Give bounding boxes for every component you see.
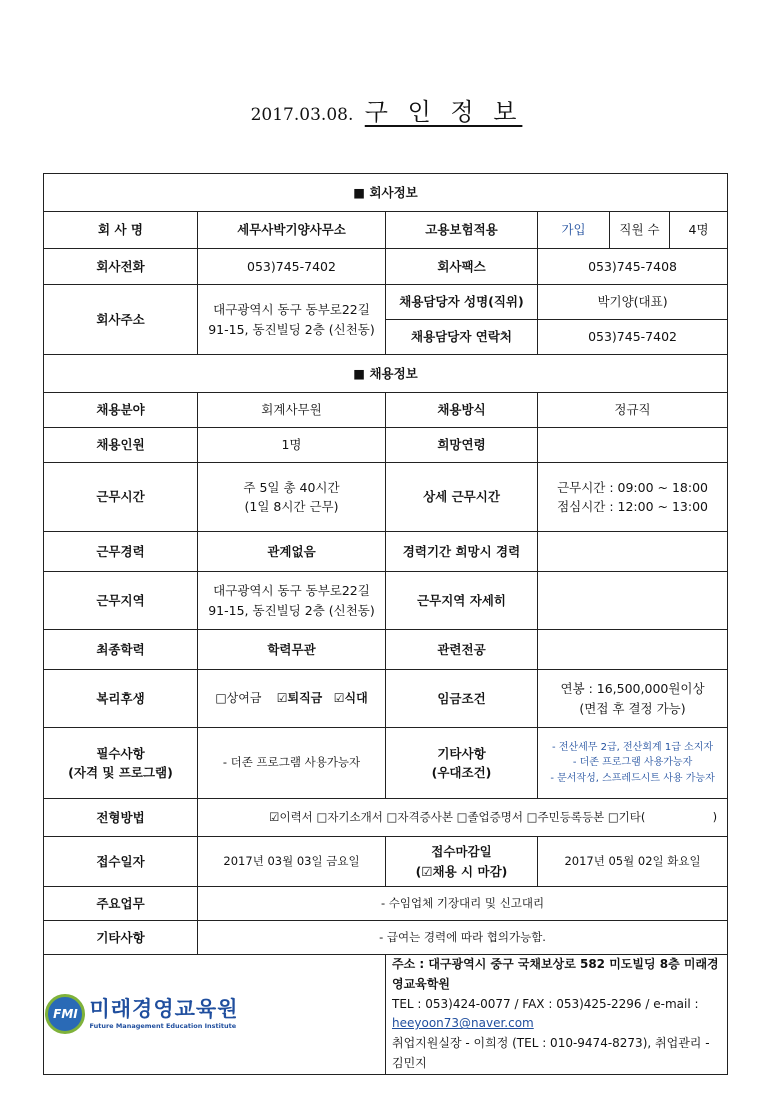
address-value <box>198 285 386 355</box>
contact-label: 채용담당자 연락처 <box>386 320 538 355</box>
field-value: 회계사무원 <box>198 393 386 428</box>
etc-label: 기타사항 <box>44 921 198 955</box>
salary-line-2: (면접 후 결정 가능) <box>579 700 686 716</box>
company-section-title: ■ 회사정보 <box>44 174 728 212</box>
fax-value: 053)745-7408 <box>538 249 728 285</box>
required-label <box>44 728 198 799</box>
required-label-line-1: 필수사항 <box>96 745 145 761</box>
hours-label: 근무시간 <box>44 463 198 532</box>
salary-value <box>538 670 728 728</box>
welfare-meal-checkbox: ☑식대 <box>333 691 368 706</box>
institute-logo <box>44 955 386 1075</box>
preferred-item: - 더존 프로그램 사용가능자 <box>572 757 693 769</box>
count-label: 채용인원 <box>44 428 198 463</box>
deadline-label <box>386 837 538 887</box>
title-main: 구 인 정 보 <box>364 98 523 126</box>
fax-label: 회사팩스 <box>386 249 538 285</box>
manager-label: 채용담당자 성명(직위) <box>386 285 538 320</box>
address-line-1: 대구광역시 동구 동부로22길 <box>213 302 370 318</box>
insurance-value: 가입 <box>538 212 610 249</box>
page-title <box>0 92 773 127</box>
duties-label: 주요업무 <box>44 887 198 921</box>
company-name: 세무사박기양사무소 <box>198 212 386 249</box>
age-value <box>538 428 728 463</box>
method-label: 채용방식 <box>386 393 538 428</box>
received-label: 접수일자 <box>44 837 198 887</box>
required-value: - 더존 프로그램 사용가능자 <box>198 728 386 799</box>
major-label: 관련전공 <box>386 630 538 670</box>
count-value: 1명 <box>198 428 386 463</box>
location-label: 근무지역 <box>44 572 198 630</box>
logo-mark-icon: FMI <box>45 994 85 1034</box>
footer-info <box>386 955 728 1075</box>
location-value <box>198 572 386 630</box>
location-detail-label: 근무지역 자세히 <box>386 572 538 630</box>
deadline-label-line-2: (☑채용 시 마감) <box>415 863 508 879</box>
welfare-value <box>198 670 386 728</box>
screening-docs: ☑이력서 □자기소개서 □자격증사본 □졸업증명서 □주민등록등본 □기타( <box>269 809 646 824</box>
preferred-label <box>386 728 538 799</box>
required-label-line-2: (자격 및 프로그램) <box>68 765 173 780</box>
location-line-2: 91-15, 동진빌딩 2층 (신천동) <box>208 602 375 618</box>
welfare-label: 복리후생 <box>44 670 198 728</box>
footer-contact-text: TEL : 053)424-0077 / FAX : 053)425-2296 / e-mail : <box>392 996 699 1011</box>
staff-value: 4명 <box>670 212 728 249</box>
manager-value: 박기양(대표) <box>538 285 728 320</box>
age-label: 희망연령 <box>386 428 538 463</box>
preferred-value <box>538 728 728 799</box>
date: 2017.03.08. <box>250 105 354 125</box>
preferred-label-line-1: 기타사항 <box>437 745 486 761</box>
welfare-bonus-checkbox: □상여금 <box>215 691 262 706</box>
phone-label: 회사전화 <box>44 249 198 285</box>
welfare-severance-checkbox: ☑퇴직금 <box>276 691 323 706</box>
logo-english: Future Management Education Institute <box>89 1021 237 1030</box>
recruit-section-title: ■ 채용정보 <box>44 355 728 393</box>
footer-address: 주소 : 대구광역시 중구 국채보상로 582 미도빌딩 8층 미래경영교육학원 <box>392 957 719 991</box>
address-label: 회사주소 <box>44 285 198 355</box>
major-value <box>538 630 728 670</box>
location-line-1: 대구광역시 동구 동부로22길 <box>213 583 370 599</box>
screening-close: ) <box>712 809 718 824</box>
hours-line-2: (1일 8시간 근무) <box>244 499 339 514</box>
hours-line-1: 주 5일 총 40시간 <box>243 479 340 495</box>
footer-staff: 취업지원실장 - 이희정 (TEL : 010-9474-8273), 취업관리 - 김민지 <box>392 1036 710 1070</box>
field-label: 채용분야 <box>44 393 198 428</box>
hours-value <box>198 463 386 532</box>
footer-contact <box>392 995 723 1035</box>
address-line-2: 91-15, 동진빌딩 2층 (신천동) <box>208 321 375 337</box>
career-period-value <box>538 532 728 572</box>
detail-hours-line-2: 점심시간 : 12:00 ~ 13:00 <box>557 499 708 514</box>
salary-label: 임금조건 <box>386 670 538 728</box>
duties-value: - 수임업체 기장대리 및 신고대리 <box>198 887 728 921</box>
logo-korean: 미래경영교육원 <box>89 996 239 1021</box>
phone-value: 053)745-7402 <box>198 249 386 285</box>
career-label: 근무경력 <box>44 532 198 572</box>
preferred-item: - 문서작성, 스프레드시트 사용 가능자 <box>550 772 715 784</box>
screening-label: 전형방법 <box>44 799 198 837</box>
preferred-label-line-2: (우대조건) <box>431 765 492 780</box>
salary-line-1: 연봉 : 16,500,000원이상 <box>560 681 705 697</box>
company-name-label: 회 사 명 <box>44 212 198 249</box>
method-value: 정규직 <box>538 393 728 428</box>
preferred-item: - 전산세무 2급, 전산회계 1급 소지자 <box>552 741 714 753</box>
education-label: 최종학력 <box>44 630 198 670</box>
received-value: 2017년 03월 03일 금요일 <box>198 837 386 887</box>
career-period-label: 경력기간 희망시 경력 <box>386 532 538 572</box>
deadline-label-line-1: 접수마감일 <box>431 844 492 860</box>
deadline-value: 2017년 05월 02일 화요일 <box>538 837 728 887</box>
job-posting-form <box>43 173 728 1075</box>
email-link[interactable]: heeyoon73@naver.com <box>392 1016 534 1031</box>
staff-label: 직원 수 <box>610 212 670 249</box>
etc-value: - 급여는 경력에 따라 협의가능함. <box>198 921 728 955</box>
detail-hours-value <box>538 463 728 532</box>
location-detail-value <box>538 572 728 630</box>
insurance-label: 고용보험적용 <box>386 212 538 249</box>
screening-value <box>198 799 728 837</box>
detail-hours-label: 상세 근무시간 <box>386 463 538 532</box>
career-value: 관계없음 <box>198 532 386 572</box>
detail-hours-line-1: 근무시간 : 09:00 ~ 18:00 <box>557 479 708 495</box>
contact-value: 053)745-7402 <box>538 320 728 355</box>
education-value: 학력무관 <box>198 630 386 670</box>
